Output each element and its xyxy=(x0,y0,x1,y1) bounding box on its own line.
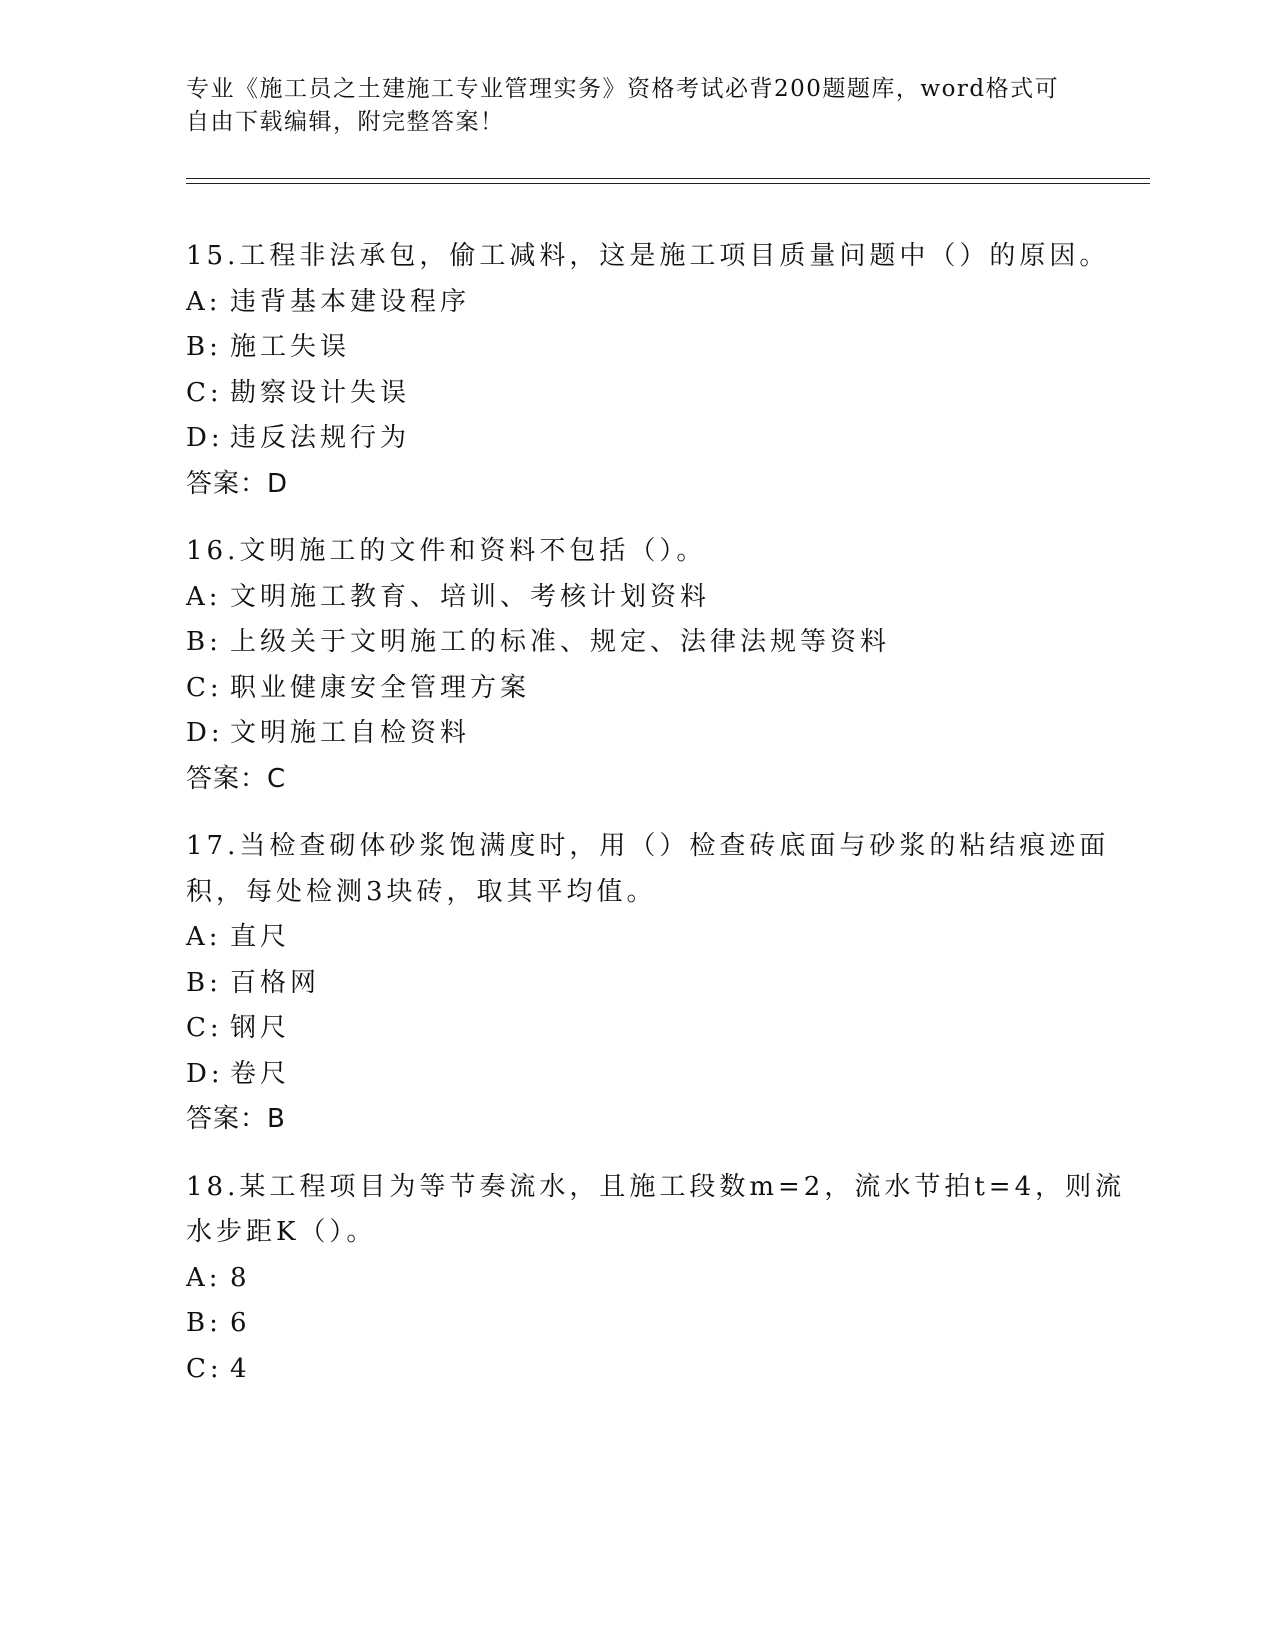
option-row xyxy=(186,1052,1086,1098)
answer-line: 答案：C xyxy=(186,763,287,794)
option-text: 8 xyxy=(230,1262,251,1293)
option-text: 钢尺 xyxy=(230,1013,291,1043)
option-text: 上级关于文明施工的标准、规定、法律法规等资料 xyxy=(230,627,891,657)
option-row xyxy=(186,1256,1086,1302)
option-text: 勘察设计失误 xyxy=(230,377,411,408)
option-row xyxy=(186,666,1086,712)
option-label: A: xyxy=(186,581,222,612)
question-block xyxy=(186,1165,1126,1393)
option-label: D: xyxy=(186,718,224,748)
option-text: 百格网 xyxy=(230,967,321,998)
answer-line: 答案：D xyxy=(186,468,289,499)
option-label: C: xyxy=(186,1013,223,1043)
option-label: D: xyxy=(186,423,224,453)
option-row xyxy=(186,1347,1086,1393)
option-label: C: xyxy=(186,377,223,408)
header-rule-bottom xyxy=(186,183,1150,184)
header-rule-top xyxy=(186,178,1150,179)
option-label: D: xyxy=(186,1058,224,1089)
option-row xyxy=(186,620,1086,666)
option-label: B: xyxy=(186,627,222,657)
option-row xyxy=(186,961,1086,1007)
document-header xyxy=(186,73,1086,139)
option-text: 文明施工自检资料 xyxy=(230,718,471,748)
question-list xyxy=(186,234,1126,1414)
option-row xyxy=(186,711,1086,757)
answer-line: 答案：B xyxy=(186,1104,286,1134)
option-row xyxy=(186,575,1086,621)
option-text: 卷尺 xyxy=(230,1058,291,1089)
option-text: 违背基本建设程序 xyxy=(230,286,471,317)
option-row xyxy=(186,371,1086,417)
option-text: 施工失误 xyxy=(230,332,351,362)
question-stem-line: 17.当检查砌体砂浆饱满度时，用（）检查砖底面与砂浆的粘结痕迹面 xyxy=(186,831,1110,861)
option-label: A: xyxy=(186,1262,222,1293)
option-text: 文明施工教育、培训、考核计划资料 xyxy=(230,581,711,612)
option-text: 职业健康安全管理方案 xyxy=(230,672,531,703)
option-row xyxy=(186,325,1086,371)
option-row xyxy=(186,1301,1086,1347)
option-text: 直尺 xyxy=(230,922,291,952)
question-block xyxy=(186,824,1110,1143)
option-text: 违反法规行为 xyxy=(230,423,411,453)
question-block xyxy=(186,529,1086,802)
option-row xyxy=(186,280,1086,326)
question-stem-line: 18.某工程项目为等节奏流水，且施工段数m=2，流水节拍t=4，则流 xyxy=(186,1171,1126,1202)
option-row xyxy=(186,915,1086,961)
question-stem-line: 积，每处检测3块砖，取其平均值。 xyxy=(186,876,657,907)
question-stem-line: 16.文明施工的文件和资料不包括（）。 xyxy=(186,536,707,566)
header-line-2: 自由下载编辑，附完整答案！ xyxy=(186,109,505,135)
option-row xyxy=(186,416,1086,462)
question-stem-line: 水步距K（）。 xyxy=(186,1217,377,1247)
option-label: C: xyxy=(186,1353,223,1384)
option-label: C: xyxy=(186,672,223,703)
option-label: B: xyxy=(186,332,222,362)
option-label: B: xyxy=(186,1308,222,1338)
option-label: A: xyxy=(186,286,222,317)
option-text: 6 xyxy=(230,1308,251,1338)
option-row xyxy=(186,1006,1086,1052)
question-stem-line: 15.工程非法承包，偷工减料，这是施工项目质量问题中（）的原因。 xyxy=(186,241,1110,271)
option-text: 4 xyxy=(230,1353,251,1384)
option-label: B: xyxy=(186,967,222,998)
question-block xyxy=(186,234,1110,507)
option-label: A: xyxy=(186,922,222,952)
header-line-1: 专业《施工员之土建施工专业管理实务》资格考试必背200题题库，word格式可 xyxy=(186,76,1060,102)
